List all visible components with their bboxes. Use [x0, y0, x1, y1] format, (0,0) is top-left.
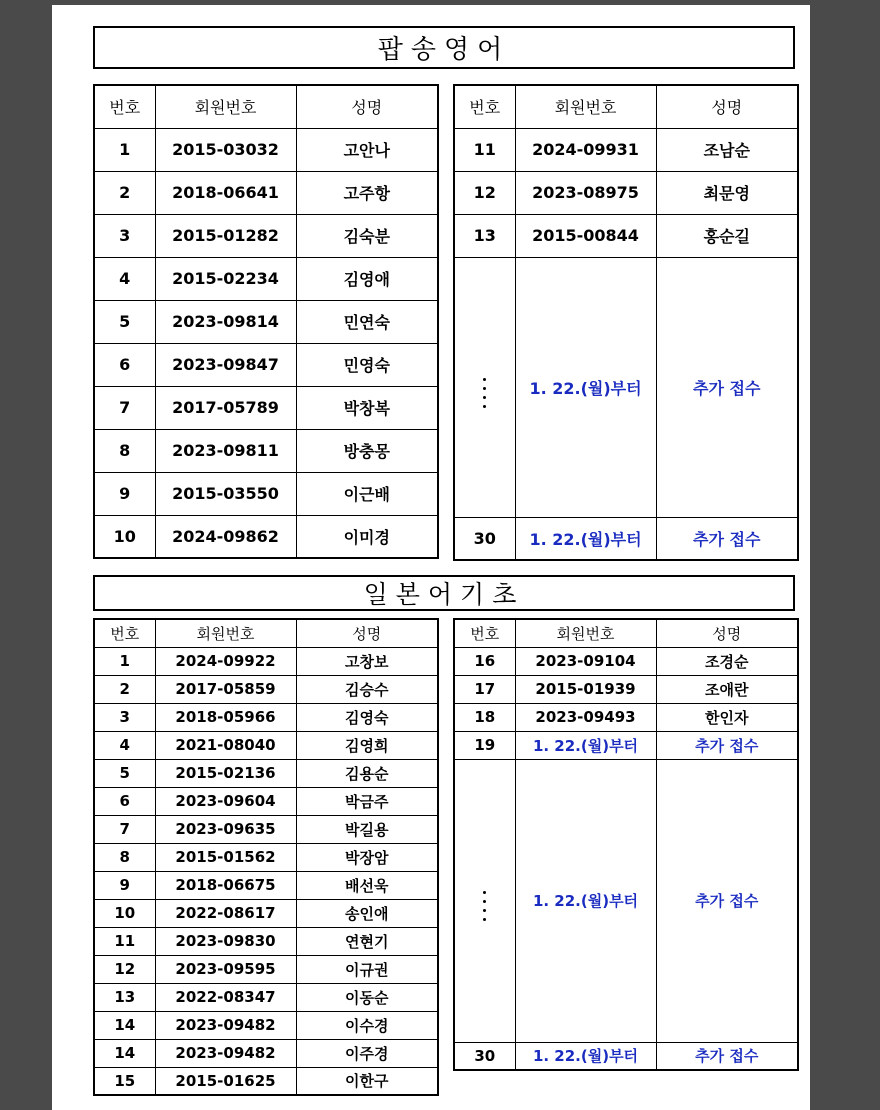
row-member-id: 2015-02234 — [155, 257, 296, 300]
header-member-id: 회원번호 — [515, 85, 656, 128]
table-row — [94, 429, 438, 472]
header-number: 번호 — [454, 619, 515, 647]
table-row — [454, 675, 798, 703]
row-name: 김영숙 — [296, 703, 438, 731]
table-row — [454, 1042, 798, 1070]
row-name: 한인자 — [656, 703, 798, 731]
row-name: 박금주 — [296, 787, 438, 815]
row-member-id: 2023-09595 — [155, 955, 296, 983]
table-row — [454, 214, 798, 257]
table-header-row — [454, 85, 798, 128]
table-row — [94, 171, 438, 214]
section1-right-table — [453, 84, 799, 561]
row-note: 추가 접수 — [656, 731, 798, 759]
header-name: 성명 — [296, 619, 438, 647]
row-member-id: 2022-08617 — [155, 899, 296, 927]
row-member-id: 2023-09830 — [155, 927, 296, 955]
row-number: 7 — [94, 815, 155, 843]
row-number: 11 — [454, 128, 515, 171]
table-row — [94, 759, 438, 787]
row-name: 민영숙 — [296, 343, 438, 386]
table-row — [94, 647, 438, 675]
row-member-id: 2023-09482 — [155, 1039, 296, 1067]
table-row — [94, 515, 438, 558]
row-name: 방충몽 — [296, 429, 438, 472]
row-member-id: 2022-08347 — [155, 983, 296, 1011]
row-name: 김용순 — [296, 759, 438, 787]
table-row — [94, 731, 438, 759]
row-member-id: 2023-09104 — [515, 647, 656, 675]
row-number: 9 — [94, 472, 155, 515]
row-number: 13 — [94, 983, 155, 1011]
table-row-span — [454, 257, 798, 517]
row-number: 13 — [454, 214, 515, 257]
table-row — [94, 1067, 438, 1095]
row-member-id: 2015-00844 — [515, 214, 656, 257]
row-member-id: 2018-05966 — [155, 703, 296, 731]
section1-left-body — [94, 128, 438, 558]
row-member-id: 2015-02136 — [155, 759, 296, 787]
header-number: 번호 — [94, 85, 155, 128]
row-name: 이미경 — [296, 515, 438, 558]
row-member-id: 2021-08040 — [155, 731, 296, 759]
row-number: 12 — [454, 171, 515, 214]
header-member-id: 회원번호 — [155, 619, 296, 647]
row-note: 추가 접수 — [656, 517, 798, 560]
row-number: 30 — [454, 1042, 515, 1070]
section2-right-table — [453, 618, 799, 1071]
row-name: 김영희 — [296, 731, 438, 759]
header-member-id: 회원번호 — [155, 85, 296, 128]
row-name: 민연숙 — [296, 300, 438, 343]
section1-title: 팝송영어 — [93, 26, 795, 69]
row-number: 1 — [94, 128, 155, 171]
row-member-id: 2023-09811 — [155, 429, 296, 472]
span-date: 1. 22.(월)부터 — [515, 257, 656, 517]
row-member-id: 2023-09482 — [155, 1011, 296, 1039]
row-date: 1. 22.(월)부터 — [515, 731, 656, 759]
row-name: 김숙분 — [296, 214, 438, 257]
row-name: 송인애 — [296, 899, 438, 927]
span-note: 추가 접수 — [656, 759, 798, 1042]
table-row — [94, 843, 438, 871]
row-name: 이한구 — [296, 1067, 438, 1095]
header-number: 번호 — [94, 619, 155, 647]
table-row — [94, 128, 438, 171]
row-member-id: 2024-09931 — [515, 128, 656, 171]
row-number: 2 — [94, 675, 155, 703]
row-number: 12 — [94, 955, 155, 983]
row-member-id: 2023-09847 — [155, 343, 296, 386]
row-name: 배선욱 — [296, 871, 438, 899]
row-number: 15 — [94, 1067, 155, 1095]
table-row — [94, 703, 438, 731]
header-member-id: 회원번호 — [515, 619, 656, 647]
table-row — [94, 214, 438, 257]
row-number: 1 — [94, 647, 155, 675]
table-row — [454, 128, 798, 171]
row-name: 홍순길 — [656, 214, 798, 257]
table-header-row — [94, 85, 438, 128]
row-member-id: 2018-06641 — [155, 171, 296, 214]
row-note: 추가 접수 — [656, 1042, 798, 1070]
row-name: 이수경 — [296, 1011, 438, 1039]
row-member-id: 2024-09922 — [155, 647, 296, 675]
row-member-id: 2023-09604 — [155, 787, 296, 815]
row-name: 박길용 — [296, 815, 438, 843]
table-row — [94, 1039, 438, 1067]
row-name: 고주항 — [296, 171, 438, 214]
row-member-id: 2023-08975 — [515, 171, 656, 214]
row-name: 최문영 — [656, 171, 798, 214]
table-row — [94, 871, 438, 899]
row-member-id: 2018-06675 — [155, 871, 296, 899]
row-number: 30 — [454, 517, 515, 560]
row-date: 1. 22.(월)부터 — [515, 517, 656, 560]
table-row — [454, 703, 798, 731]
row-number: 4 — [94, 731, 155, 759]
row-name: 박장암 — [296, 843, 438, 871]
row-number: 14 — [94, 1039, 155, 1067]
table-row — [454, 171, 798, 214]
row-number: 3 — [94, 214, 155, 257]
table-row — [94, 815, 438, 843]
row-member-id: 2024-09862 — [155, 515, 296, 558]
row-number: 14 — [94, 1011, 155, 1039]
row-number: 10 — [94, 515, 155, 558]
row-number: 18 — [454, 703, 515, 731]
row-member-id: 2023-09635 — [155, 815, 296, 843]
table-row — [454, 517, 798, 560]
row-name: 박창복 — [296, 386, 438, 429]
row-number: 17 — [454, 675, 515, 703]
section2-title: 일본어기초 — [93, 575, 795, 611]
row-member-id: 2023-09814 — [155, 300, 296, 343]
row-member-id: 2015-01939 — [515, 675, 656, 703]
row-number: 19 — [454, 731, 515, 759]
row-member-id: 2017-05789 — [155, 386, 296, 429]
row-number: 8 — [94, 429, 155, 472]
row-name: 김승수 — [296, 675, 438, 703]
row-number: 4 — [94, 257, 155, 300]
span-date: 1. 22.(월)부터 — [515, 759, 656, 1042]
row-name: 고안나 — [296, 128, 438, 171]
section2-right-body — [454, 647, 798, 731]
row-name: 조애란 — [656, 675, 798, 703]
row-number: 8 — [94, 843, 155, 871]
header-name: 성명 — [296, 85, 438, 128]
header-name: 성명 — [656, 85, 798, 128]
row-number: 5 — [94, 300, 155, 343]
row-number: 10 — [94, 899, 155, 927]
section2-left-table — [93, 618, 439, 1096]
ellipsis-icon — [454, 759, 515, 1042]
table-row — [94, 955, 438, 983]
table-row — [94, 927, 438, 955]
row-member-id: 2015-03550 — [155, 472, 296, 515]
row-member-id: 2015-01562 — [155, 843, 296, 871]
row-number: 5 — [94, 759, 155, 787]
table-row — [94, 899, 438, 927]
table-header-row — [94, 619, 438, 647]
table-row — [94, 787, 438, 815]
table-row — [94, 343, 438, 386]
section1-right-body — [454, 128, 798, 257]
row-number: 6 — [94, 787, 155, 815]
header-number: 번호 — [454, 85, 515, 128]
row-member-id: 2015-03032 — [155, 128, 296, 171]
row-number: 3 — [94, 703, 155, 731]
row-name: 고창보 — [296, 647, 438, 675]
header-name: 성명 — [656, 619, 798, 647]
row-number: 16 — [454, 647, 515, 675]
table-row — [94, 1011, 438, 1039]
row-number: 6 — [94, 343, 155, 386]
row-name: 이근배 — [296, 472, 438, 515]
table-row — [454, 731, 798, 759]
row-member-id: 2023-09493 — [515, 703, 656, 731]
table-row — [454, 647, 798, 675]
row-name: 연현기 — [296, 927, 438, 955]
table-row — [94, 386, 438, 429]
table-header-row — [454, 619, 798, 647]
table-row — [94, 300, 438, 343]
table-row — [94, 983, 438, 1011]
row-member-id: 2015-01625 — [155, 1067, 296, 1095]
row-number: 7 — [94, 386, 155, 429]
row-name: 이동순 — [296, 983, 438, 1011]
row-member-id: 2017-05859 — [155, 675, 296, 703]
section1-left-table — [93, 84, 439, 559]
row-number: 2 — [94, 171, 155, 214]
table-row — [94, 257, 438, 300]
row-number: 11 — [94, 927, 155, 955]
ellipsis-icon — [454, 257, 515, 517]
row-name: 김영애 — [296, 257, 438, 300]
table-row — [94, 675, 438, 703]
row-name: 이규권 — [296, 955, 438, 983]
table-row — [94, 472, 438, 515]
row-name: 이주경 — [296, 1039, 438, 1067]
row-member-id: 2015-01282 — [155, 214, 296, 257]
table-row-span — [454, 759, 798, 1042]
row-number: 9 — [94, 871, 155, 899]
span-note: 추가 접수 — [656, 257, 798, 517]
row-name: 조경순 — [656, 647, 798, 675]
row-date: 1. 22.(월)부터 — [515, 1042, 656, 1070]
row-name: 조남순 — [656, 128, 798, 171]
section2-left-body — [94, 647, 438, 1095]
